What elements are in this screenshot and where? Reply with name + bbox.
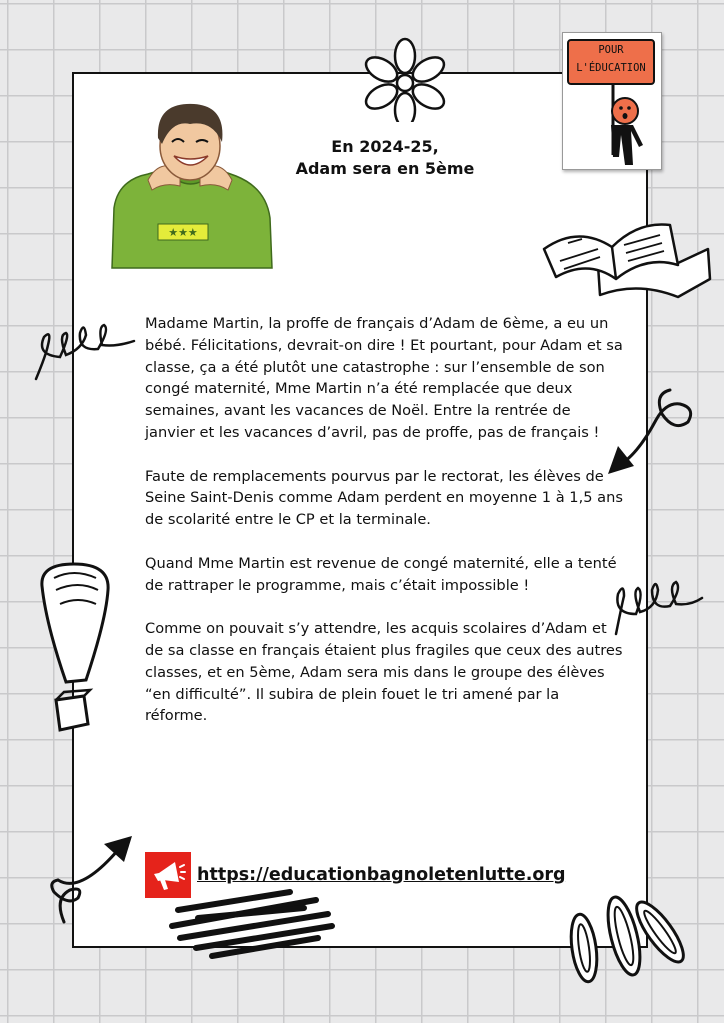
article-body (145, 313, 625, 749)
exclamation-doodle-icon (34, 560, 116, 736)
poster-line-1: POUR (598, 44, 624, 56)
svg-text:★★★: ★★★ (168, 226, 198, 239)
title-line-1: En 2024-25, (331, 137, 439, 156)
protest-poster (562, 32, 662, 170)
paragraph-4: Comme on pouvait s’y attendre, les acquis scolaires d’Adam et de sa classe en français étaient plus fragiles que ceux des autres classes, et en 5ème, Adam sera mis dans le groupe des élèves “en difficulté”. Il subira de plein fouet le tri amené par la réforme. (145, 620, 623, 725)
paragraph-3: Quand Mme Martin est revenue de congé maternité, elle a tenté de rattraper le programme, mais c’était impossible ! (145, 554, 617, 594)
protester-figure-icon (583, 85, 655, 167)
protest-sign (567, 39, 655, 85)
open-book-icon (538, 205, 714, 301)
swirl-arrow-icon (40, 832, 136, 932)
paragraph-1: Madame Martin, la proffe de français d’Adam de 6ème, a eu un bébé. Félicitations, devrait-on dire ! Et pourtant, pour Adam et sa classe, ça a été plutôt une catastrophe : sur l’ensemble de son congé maternité, Mme Martin n’a été remplacée que deux semaines, avant les vacances de Noël. Entre la rentrée de janvier et les vacances d’avril, pas de proffe, pas de français ! (145, 315, 623, 441)
title-line-2: Adam sera en 5ème (295, 159, 475, 178)
website-link[interactable]: https://educationbagnoletenlutte.org (197, 865, 566, 885)
loops-doodle-icon (32, 315, 138, 385)
paragraph-2: Faute de remplacements pourvus par le rectorat, les élèves de Seine Saint-Denis comme Adam perdent en moyenne 1 à 1,5 ans de scolarité entre le CP et la terminale. (145, 467, 623, 529)
petals-doodle-icon (564, 876, 694, 986)
poster-line-2: L'ÉDUCATION (576, 62, 646, 74)
page-title (280, 136, 490, 180)
flower-doodle-icon (362, 36, 448, 122)
adam-illustration (108, 98, 274, 270)
scribble-doodle-icon (168, 888, 340, 960)
